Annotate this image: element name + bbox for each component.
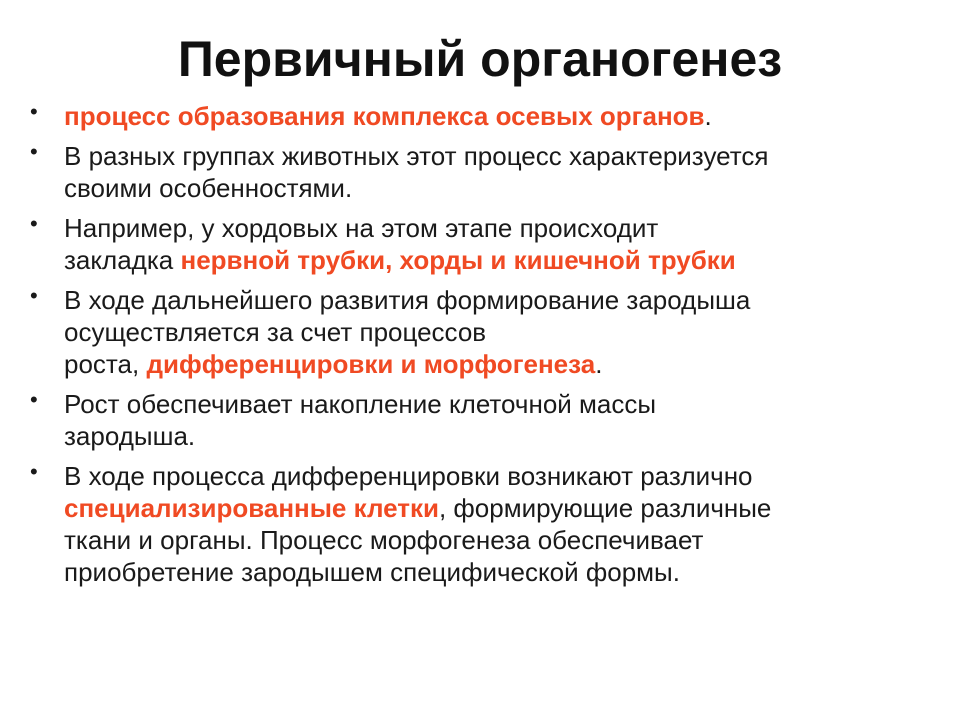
bullet-text: своими особенностями. <box>64 173 353 203</box>
bullet-line <box>64 348 944 380</box>
bullet-text: В ходе процесса дифференцировки возникают различно <box>64 461 753 491</box>
bullet-text: роста, <box>64 349 147 379</box>
bullet-line <box>64 316 944 348</box>
bullet-line <box>64 556 944 588</box>
bullet-text: закладка <box>64 245 181 275</box>
bullet-text: приобретение зародышем специфической формы. <box>64 557 680 587</box>
bullet-line <box>64 212 944 244</box>
bullet-item-4 <box>30 283 944 380</box>
bullet-line <box>64 524 944 556</box>
bullet-item-3 <box>30 211 944 276</box>
highlight-text: специализированные клетки <box>64 493 439 523</box>
bullet-dot-icon: • <box>30 283 38 308</box>
bullet-text: , формирующие различные <box>438 493 772 523</box>
bullet-text: Например, у хордовых на этом этапе происходит <box>64 213 659 243</box>
bullet-line <box>64 244 944 276</box>
bullet-dot-icon: • <box>30 387 38 412</box>
highlight-text: нервной трубки, хорды и кишечной трубки <box>180 245 736 275</box>
bullet-line <box>64 420 944 452</box>
bullet-text: ткани и органы. Процесс морфогенеза обеспечивает <box>64 525 704 555</box>
bullet-dot-icon: • <box>30 211 38 236</box>
highlight-text: дифференцировки и морфогенеза <box>146 349 596 379</box>
bullet-text: Рост обеспечивает накопление клеточной массы <box>64 389 657 419</box>
bullet-dot-icon: • <box>30 99 38 124</box>
bullet-line <box>64 284 944 316</box>
bullet-dot-icon: • <box>30 139 38 164</box>
bullet-item-2 <box>30 139 944 204</box>
bullet-line <box>64 100 944 132</box>
bullet-dot-icon: • <box>30 459 38 484</box>
bullet-item-6 <box>30 459 944 588</box>
bullet-item-5 <box>30 387 944 452</box>
bullet-text: В разных группах животных этот процесс характеризуется <box>64 141 769 171</box>
bullet-text: зародыша. <box>64 421 196 451</box>
bullet-line <box>64 460 944 492</box>
bullet-text: . <box>704 101 712 131</box>
bullet-item-1 <box>30 99 944 132</box>
bullet-text: В ходе дальнейшего развития формирование зародыша <box>64 285 751 315</box>
bullet-line <box>64 140 944 172</box>
highlight-text: процесс образования комплекса осевых органов <box>64 101 705 131</box>
bullet-line <box>64 492 944 524</box>
slide-title: Первичный органогенез <box>177 31 783 87</box>
bullet-list <box>30 99 944 596</box>
bullet-line <box>64 172 944 204</box>
bullet-line <box>64 388 944 420</box>
bullet-text: осуществляется за счет процессов <box>64 317 487 347</box>
bullet-text: . <box>595 349 603 379</box>
